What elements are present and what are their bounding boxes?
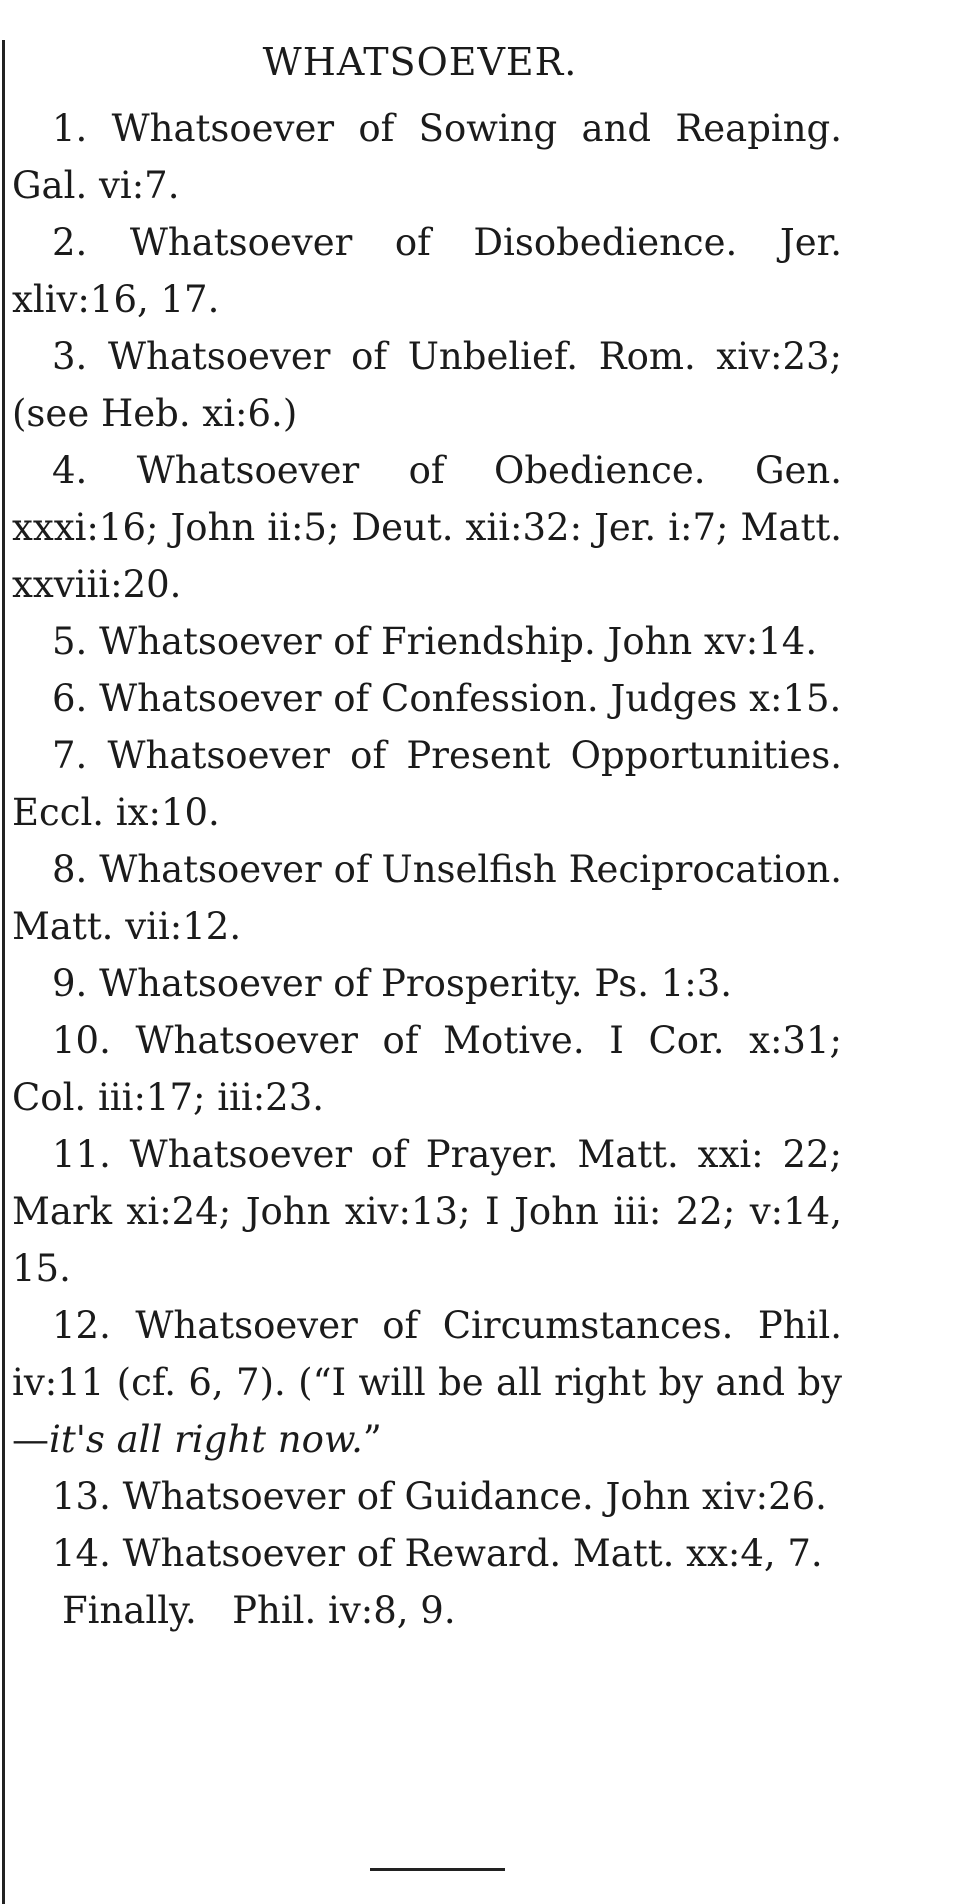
entry-text: Whatsoever of Friendship. bbox=[99, 620, 596, 663]
scripture-reference: Rom. xiv:23; (see Heb. xi:6.) bbox=[12, 335, 843, 435]
entry-text: Whatsoever of Obedience. bbox=[136, 449, 706, 492]
entry-number: 1. bbox=[52, 107, 88, 150]
entry-number: 2. bbox=[52, 221, 88, 264]
entry-text: Whatsoever of Reward. bbox=[122, 1532, 562, 1575]
entry-number: 14. bbox=[52, 1532, 111, 1575]
list-item bbox=[12, 613, 842, 670]
entry-text: Whatsoever of Motive. bbox=[135, 1019, 585, 1062]
entry-text: Whatsoever of Sowing and Reaping. bbox=[111, 107, 842, 150]
entry-text: Whatsoever of Prayer. bbox=[129, 1133, 559, 1176]
list-item bbox=[12, 955, 842, 1012]
entry-number: 7. bbox=[52, 734, 88, 777]
entry-text: Whatsoever of Circumstances. bbox=[135, 1304, 734, 1347]
scripture-reference: Gal. vi:7. bbox=[12, 164, 180, 207]
entry-text: Whatsoever of Present Opportunities. bbox=[107, 734, 843, 777]
scripture-reference: Matt. xxi: 22; Mark xi:24; John xiv:13; I John iii: 22; v:14, 15. bbox=[12, 1133, 843, 1290]
entry-number: 9. bbox=[52, 962, 88, 1005]
left-margin-rule bbox=[2, 40, 5, 1904]
entry-text: Whatsoever of Prosperity. bbox=[99, 962, 583, 1005]
quote-italic-text: it's all right now. bbox=[49, 1418, 363, 1461]
entry-text: Whatsoever of Disobedience. bbox=[129, 221, 738, 264]
scripture-reference: I Cor. x:31; Col. iii:17; iii:23. bbox=[12, 1019, 842, 1119]
finally-label: Finally. bbox=[62, 1589, 197, 1632]
scripture-reference: John xiv:26. bbox=[605, 1475, 827, 1518]
scripture-reference: Ps. 1:3. bbox=[594, 962, 733, 1005]
entry-text: Whatsoever of Unbelief. bbox=[108, 335, 579, 378]
list-item bbox=[12, 727, 842, 841]
scripture-reference: Phil. iv:11 (cf. 6, 7). bbox=[12, 1304, 842, 1404]
list-item bbox=[12, 1468, 842, 1525]
list-item bbox=[12, 1297, 842, 1468]
scripture-reference: Eccl. ix:10. bbox=[12, 791, 220, 834]
entry-number: 5. bbox=[52, 620, 88, 663]
scripture-reference: Judges x:15. bbox=[610, 677, 842, 720]
entry-text: Whatsoever of Unselfish Reciprocation. bbox=[99, 848, 842, 891]
list-item bbox=[12, 100, 842, 214]
list-item bbox=[12, 1012, 842, 1126]
page-title: WHATSOEVER. bbox=[262, 40, 578, 84]
quote-text: (“I will be all right by and by— bbox=[12, 1361, 842, 1461]
entry-text: Whatsoever of Guidance. bbox=[122, 1475, 594, 1518]
scripture-reference: Phil. iv:8, 9. bbox=[232, 1589, 456, 1632]
list-item bbox=[12, 328, 842, 442]
list-item bbox=[12, 841, 842, 955]
entry-number: 13. bbox=[52, 1475, 111, 1518]
entry-list bbox=[12, 100, 842, 1639]
scripture-reference: Matt. vii:12. bbox=[12, 905, 242, 948]
entry-number: 8. bbox=[52, 848, 88, 891]
entry-number: 10. bbox=[52, 1019, 111, 1062]
list-item bbox=[12, 442, 842, 613]
list-item bbox=[12, 1525, 842, 1582]
scripture-reference: John xv:14. bbox=[607, 620, 818, 663]
entry-number: 4. bbox=[52, 449, 88, 492]
end-divider bbox=[370, 1868, 505, 1871]
entry-text: Whatsoever of Confession. bbox=[99, 677, 599, 720]
entry-number: 12. bbox=[52, 1304, 111, 1347]
scripture-reference: Gen. xxxi:16; John ii:5; Deut. xii:32: Jer. i:7; Matt. xxviii:20. bbox=[12, 449, 842, 606]
list-item bbox=[12, 214, 842, 328]
quote-close: ” bbox=[362, 1418, 382, 1461]
scripture-reference: Matt. xx:4, 7. bbox=[572, 1532, 823, 1575]
finally-line bbox=[12, 1582, 842, 1639]
entry-number: 6. bbox=[52, 677, 88, 720]
entry-number: 3. bbox=[52, 335, 88, 378]
scripture-reference: Jer. xliv:16, 17. bbox=[12, 221, 842, 321]
list-item bbox=[12, 670, 842, 727]
entry-number: 11. bbox=[52, 1133, 111, 1176]
list-item bbox=[12, 1126, 842, 1297]
